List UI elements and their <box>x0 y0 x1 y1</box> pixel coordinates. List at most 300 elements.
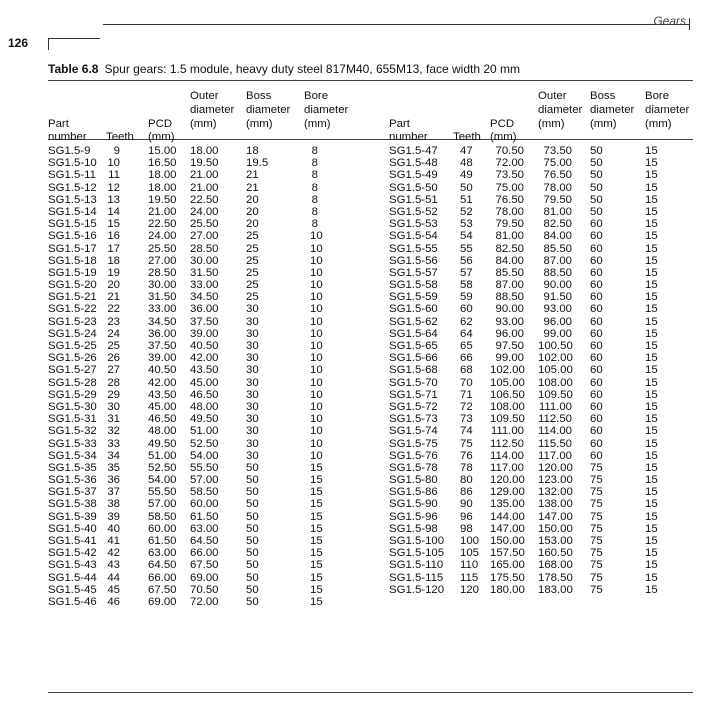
table-cell: 50 <box>246 474 259 487</box>
table-cell: 60 <box>590 291 603 304</box>
table-cell: SG1.5-57 <box>389 266 438 279</box>
table-cell: SG1.5-24 <box>48 327 97 340</box>
table-cell: 36.00 <box>148 327 177 340</box>
table-cell: 66.00 <box>148 571 177 584</box>
table-cell: SG1.5-120 <box>389 583 445 596</box>
table-cell: 15 <box>645 157 658 170</box>
header-line <box>106 104 134 118</box>
table-cell: 82.50 <box>543 218 572 231</box>
header-line: (mm) <box>190 117 217 130</box>
table-cell: 60.00 <box>190 498 219 511</box>
table-cell: SG1.5-34 <box>48 449 97 462</box>
table-cell: 14 <box>107 205 120 218</box>
table-cell: 72.00 <box>190 595 219 608</box>
table-cell: 147.00 <box>538 510 573 523</box>
table-cell: 49.50 <box>148 437 177 450</box>
table-cell: 52.50 <box>148 461 177 474</box>
table-cell: 31.50 <box>148 291 177 304</box>
header-line <box>645 131 689 145</box>
table-cell: 15 <box>645 352 658 365</box>
table-cell: 75.00 <box>495 181 524 194</box>
table-cell: 99.00 <box>495 352 524 365</box>
table-cell: 46.50 <box>148 413 177 426</box>
table-cell: SG1.5-9 <box>48 145 91 157</box>
header-line: Bore <box>645 90 670 102</box>
table-cell: 15 <box>645 535 658 547</box>
table-cell: 25 <box>246 291 259 304</box>
table-cell: 15 <box>645 266 658 279</box>
table-cell: 27.00 <box>190 230 219 243</box>
table-cell: 15 <box>645 169 658 182</box>
table-cell: 102.00 <box>538 352 573 365</box>
table-cell: 15 <box>645 327 658 340</box>
left-column-teeth <box>106 145 120 608</box>
table-cell: 54 <box>460 230 473 243</box>
table-cell: 33 <box>107 437 120 450</box>
table-cell: 21 <box>246 181 259 194</box>
table-cell: 15 <box>310 498 323 511</box>
table-cell: 15 <box>645 571 658 584</box>
right-header-outer-diameter <box>538 90 582 145</box>
table-cell: 46 <box>107 595 120 608</box>
table-cell: SG1.5-26 <box>48 352 97 365</box>
table-cell: 15 <box>645 559 658 572</box>
table-cell: 60 <box>590 230 603 243</box>
table-cell: 15 <box>310 510 323 523</box>
table-cell: 27 <box>107 364 120 377</box>
left-header-boss-diameter <box>246 90 290 145</box>
table-cell: 106.50 <box>490 388 525 401</box>
table-cell: 24 <box>107 327 120 340</box>
table-cell: 50 <box>246 595 259 608</box>
table-cell: 50 <box>246 583 259 596</box>
header-line <box>590 131 634 145</box>
table-cell: 15 <box>310 595 323 608</box>
table-cell: SG1.5-19 <box>48 266 97 279</box>
table-cell: 50 <box>590 181 603 194</box>
left-column-outer-diameter <box>190 145 218 608</box>
table-cell: 150.00 <box>538 522 573 535</box>
table-cell: 84.00 <box>495 254 524 267</box>
table-cell: 10 <box>310 352 323 365</box>
table-cell: SG1.5-74 <box>389 425 438 438</box>
table-cell: 28 <box>107 376 120 389</box>
table-cell: 49 <box>460 169 473 182</box>
table-cell: 34.50 <box>190 291 219 304</box>
table-cell: 100.50 <box>538 340 573 352</box>
table-cell: 39.00 <box>190 327 219 340</box>
table-cell: 15 <box>310 474 323 487</box>
table-cell: SG1.5-54 <box>389 230 438 243</box>
table-cell: 32 <box>107 425 120 438</box>
table-cell: 75 <box>590 583 603 596</box>
table-cell: 64.50 <box>190 535 219 547</box>
table-cell: 21.00 <box>190 181 219 194</box>
table-cell: 10 <box>310 449 323 462</box>
table-cell: 31.50 <box>190 266 219 279</box>
table-cell: 15 <box>310 547 323 560</box>
right-column-outer-diameter <box>538 145 572 596</box>
table-cell: 30 <box>246 327 259 340</box>
table-cell: 31 <box>107 413 120 426</box>
table-cell: 30 <box>246 364 259 377</box>
left-header-outer-diameter <box>190 90 234 145</box>
table-cell: SG1.5-46 <box>48 595 97 608</box>
table-cell: 50 <box>246 486 259 499</box>
table-cell: 111.00 <box>538 400 572 413</box>
table-cell: 60 <box>590 449 603 462</box>
table-cell: 62 <box>460 315 473 328</box>
table-cell: SG1.5-15 <box>48 218 97 231</box>
right-header-bore-diameter <box>645 90 689 145</box>
table-cell: 20 <box>107 279 120 292</box>
header-line <box>538 131 582 145</box>
table-cell: 73.50 <box>543 145 572 157</box>
header-line: diameter <box>645 103 690 116</box>
table-cell: SG1.5-96 <box>389 510 438 523</box>
header-line: (mm) <box>148 131 175 144</box>
table-cell: 10 <box>310 291 323 304</box>
table-cell: 52 <box>460 205 473 218</box>
header-line: (mm) <box>304 117 331 130</box>
header-line: Boss <box>246 90 272 102</box>
table-cell: 48.00 <box>148 425 177 438</box>
header-line <box>453 104 481 118</box>
table-cell: 175.50 <box>490 571 525 584</box>
table-cell: 115 <box>460 571 479 584</box>
table-cell: 88.50 <box>495 291 524 304</box>
left-header-part-number <box>48 90 87 145</box>
table-cell: 114.00 <box>490 449 524 462</box>
table-cell: SG1.5-47 <box>389 145 438 157</box>
table-cell: SG1.5-28 <box>48 376 97 389</box>
header-line: PCD <box>490 117 515 130</box>
table-cell: 132.00 <box>538 486 573 499</box>
header-line: diameter <box>538 103 583 116</box>
table-cell: SG1.5-39 <box>48 510 97 523</box>
table-cell: 35 <box>107 461 120 474</box>
table-cell: 15 <box>645 547 658 560</box>
table-cell: 57 <box>460 266 473 279</box>
table-cell: 60 <box>590 340 603 352</box>
table-cell: 117.00 <box>490 461 524 474</box>
table-cell: 52.50 <box>190 437 219 450</box>
table-cell: 27.00 <box>148 254 177 267</box>
table-cell: 84.00 <box>543 230 572 243</box>
table-cell: 23 <box>107 315 120 328</box>
table-title: Spur gears: 1.5 module, heavy duty steel 817M40, 655M13, face width 20 mm <box>104 62 521 76</box>
table-cell: 138.00 <box>538 498 573 511</box>
table-cell: 30 <box>246 340 259 352</box>
table-caption <box>48 62 520 76</box>
header-line <box>453 90 481 104</box>
table-cell: SG1.5-110 <box>389 559 444 572</box>
table-cell: 33.00 <box>190 279 219 292</box>
table-cell: SG1.5-65 <box>389 340 438 352</box>
table-cell: 85.50 <box>495 266 524 279</box>
table-cell: 30 <box>246 303 259 316</box>
table-cell: 60 <box>590 400 603 413</box>
header-line <box>106 90 134 104</box>
table-cell: 69.00 <box>190 571 219 584</box>
table-cell: 15 <box>645 413 658 426</box>
table-cell: 40.50 <box>148 364 177 377</box>
header-line <box>246 131 290 145</box>
table-cell: 117.00 <box>538 449 572 462</box>
table-cell: SG1.5-71 <box>389 388 438 401</box>
table-cell: 15 <box>645 400 658 413</box>
table-cell: 63.00 <box>190 522 219 535</box>
table-cell: SG1.5-115 <box>389 571 444 584</box>
table-cell: SG1.5-76 <box>389 449 438 462</box>
table-cell: 15 <box>107 218 120 231</box>
table-cell: 21.00 <box>190 169 219 182</box>
header-line: (mm) <box>538 117 565 130</box>
table-cell: 42 <box>107 547 120 560</box>
table-cell: 44 <box>107 571 120 584</box>
table-cell: SG1.5-16 <box>48 230 97 243</box>
table-cell: 15 <box>645 388 658 401</box>
table-cell: SG1.5-56 <box>389 254 438 267</box>
header-line: number <box>389 131 428 144</box>
table-cell: 10 <box>310 279 323 292</box>
table-cell: 79.50 <box>543 193 572 206</box>
table-cell: 50 <box>246 547 259 560</box>
table-cell: 85.50 <box>543 242 572 255</box>
table-cell: 70 <box>460 376 473 389</box>
table-cell: SG1.5-32 <box>48 425 97 438</box>
table-cell: 19.5 <box>246 157 269 170</box>
table-cell: 183.00 <box>538 583 573 596</box>
table-cell: 19.50 <box>190 157 219 170</box>
table-cell: 10 <box>310 230 323 243</box>
table-cell: 15 <box>645 303 658 316</box>
header-bracket-tick <box>48 38 49 50</box>
header-line: (mm) <box>645 117 672 130</box>
table-cell: 80 <box>460 474 473 487</box>
table-cell: 72 <box>460 400 473 413</box>
table-cell: 50 <box>246 559 259 572</box>
table-cell: 37.50 <box>190 315 219 328</box>
table-cell: 49.50 <box>190 413 219 426</box>
table-cell: 30 <box>246 413 259 426</box>
table-cell: 25 <box>246 266 259 279</box>
table-cell: 50 <box>246 522 259 535</box>
table-cell: 60 <box>590 388 603 401</box>
table-cell: 157.50 <box>490 547 525 560</box>
running-head: Gears <box>653 14 686 28</box>
table-cell: 61.50 <box>148 535 177 547</box>
table-cell: 10 <box>310 388 323 401</box>
table-cell: 15 <box>645 461 658 474</box>
header-line: (mm) <box>590 117 617 130</box>
table-cell: 120 <box>460 583 480 596</box>
table-cell: 68 <box>460 364 473 377</box>
table-cell: 18 <box>246 145 259 157</box>
table-cell: SG1.5-78 <box>389 461 438 474</box>
table-cell: 43.50 <box>190 364 219 377</box>
table-cell: 75 <box>590 522 603 535</box>
table-cell: 18 <box>107 254 120 267</box>
left-column-bore-diameter <box>310 145 323 608</box>
table-cell: 75 <box>590 474 603 487</box>
table-cell: 82.50 <box>495 242 524 255</box>
table-cell: 10 <box>310 242 323 255</box>
table-cell: 25 <box>246 279 259 292</box>
table-cell: 150.00 <box>490 535 525 547</box>
table-cell: 60.00 <box>148 522 177 535</box>
table-cell: 64 <box>460 327 473 340</box>
table-cell: 50 <box>590 145 603 157</box>
table-cell: 153.00 <box>538 535 573 547</box>
table-cell: 63.00 <box>148 547 177 560</box>
table-cell: 55.50 <box>190 461 219 474</box>
table-cell: SG1.5-80 <box>389 474 438 487</box>
table-cell: 50 <box>246 510 259 523</box>
table-cell: 75 <box>590 486 603 499</box>
header-line <box>106 118 134 132</box>
table-cell: 78.00 <box>495 205 524 218</box>
table-cell: 96.00 <box>495 327 524 340</box>
table-cell: 60 <box>590 254 603 267</box>
table-cell: 15.00 <box>148 145 177 157</box>
table-cell: 50 <box>246 498 259 511</box>
table-cell: SG1.5-72 <box>389 400 438 413</box>
table-cell: 75 <box>590 571 603 584</box>
table-cell: 15 <box>645 340 658 352</box>
header-line <box>389 104 428 118</box>
table-cell: SG1.5-48 <box>389 157 438 170</box>
table-cell: 10 <box>310 376 323 389</box>
table-cell: 71 <box>460 388 473 401</box>
table-cell: SG1.5-64 <box>389 327 438 340</box>
table-cell: 24.00 <box>190 205 219 218</box>
table-cell: 25 <box>246 242 259 255</box>
table-cell: SG1.5-21 <box>48 291 97 304</box>
table-cell: 10 <box>310 413 323 426</box>
table-cell: 105 <box>460 547 480 560</box>
table-cell: 17 <box>107 242 120 255</box>
table-cell: 18.00 <box>190 145 219 157</box>
table-cell: 9 <box>113 145 120 157</box>
table-cell: 15 <box>645 315 658 328</box>
table-cell: 120.00 <box>538 461 573 474</box>
table-cell: 34 <box>107 449 120 462</box>
table-cell: 30 <box>246 425 259 438</box>
table-cell: 45 <box>107 583 120 596</box>
table-cell: 8 <box>311 157 318 170</box>
table-cell: 15 <box>310 559 323 572</box>
table-cell: 30 <box>246 400 259 413</box>
header-line: Outer <box>538 90 567 102</box>
table-cell: 69.00 <box>148 595 177 608</box>
table-cell: 58.50 <box>190 486 219 499</box>
table-cell: 42.00 <box>148 376 177 389</box>
table-cell: 15 <box>645 425 658 438</box>
table-cell: 15 <box>645 364 658 377</box>
table-cell: 60 <box>590 352 603 365</box>
table-cell: 41 <box>107 535 120 547</box>
table-cell: 93.00 <box>543 303 572 316</box>
table-cell: SG1.5-68 <box>389 364 438 377</box>
header-line <box>48 104 87 118</box>
table-cell: 15 <box>645 510 658 523</box>
table-cell: 8 <box>311 181 318 194</box>
table-cell: SG1.5-42 <box>48 547 97 560</box>
table-cell: 21 <box>246 169 259 182</box>
table-cell: 58.50 <box>148 510 177 523</box>
table-cell: 15 <box>645 376 658 389</box>
table-cell: SG1.5-20 <box>48 279 97 292</box>
table-cell: 50 <box>590 205 603 218</box>
table-cell: 93.00 <box>495 315 524 328</box>
table-cell: SG1.5-17 <box>48 242 97 255</box>
table-cell: 66 <box>460 352 473 365</box>
table-cell: SG1.5-30 <box>48 400 97 413</box>
table-cell: SG1.5-31 <box>48 413 97 426</box>
header-line: Part <box>389 117 410 130</box>
table-cell: 18.00 <box>148 169 177 182</box>
table-cell: 60 <box>590 315 603 328</box>
table-cell: 10 <box>310 340 323 352</box>
table-cell: 43 <box>107 559 120 572</box>
table-cell: 60 <box>590 425 603 438</box>
table-cell: 15 <box>310 571 323 584</box>
table-cell: 50 <box>460 181 473 194</box>
table-cell: 60 <box>590 303 603 316</box>
table-cell: 87.00 <box>543 254 572 267</box>
table-cell: 75.00 <box>543 157 572 170</box>
table-cell: 86 <box>460 486 473 499</box>
table-cell: SG1.5-100 <box>389 535 445 547</box>
table-cell: 115.50 <box>538 437 572 450</box>
table-cell: 60 <box>590 327 603 340</box>
header-line: (mm) <box>490 131 517 144</box>
table-cell: 37 <box>107 486 120 499</box>
table-cell: 15 <box>645 474 658 487</box>
table-cell: 55 <box>460 242 473 255</box>
table-cell: 60 <box>590 242 603 255</box>
table-cell: SG1.5-58 <box>389 279 438 292</box>
table-cell: 56 <box>460 254 473 267</box>
table-cell: SG1.5-25 <box>48 340 97 352</box>
table-cell: 59 <box>460 291 473 304</box>
table-cell: 26 <box>107 352 120 365</box>
table-cell: 10 <box>310 327 323 340</box>
table-cell: SG1.5-29 <box>48 388 97 401</box>
right-column-teeth <box>460 145 479 596</box>
table-cell: SG1.5-90 <box>389 498 438 511</box>
table-cell: SG1.5-22 <box>48 303 97 316</box>
table-cell: 50 <box>246 461 259 474</box>
table-cell: 19.50 <box>148 193 177 206</box>
table-cell: 15 <box>645 181 658 194</box>
table-cell: 67.50 <box>190 559 219 572</box>
table-cell: 30.00 <box>190 254 219 267</box>
table-cell: 60 <box>590 218 603 231</box>
table-cell: 8 <box>311 193 318 206</box>
table-cell: 15 <box>645 522 658 535</box>
table-cell: 10 <box>310 254 323 267</box>
header-line <box>389 90 428 104</box>
table-cell: 46.50 <box>190 388 219 401</box>
table-cell: 96 <box>460 510 473 523</box>
table-cell: 60 <box>590 279 603 292</box>
table-cell: 15 <box>645 145 658 157</box>
table-cell: SG1.5-75 <box>389 437 438 450</box>
table-cell: 109.50 <box>490 413 525 426</box>
left-column-pcd <box>148 145 176 608</box>
